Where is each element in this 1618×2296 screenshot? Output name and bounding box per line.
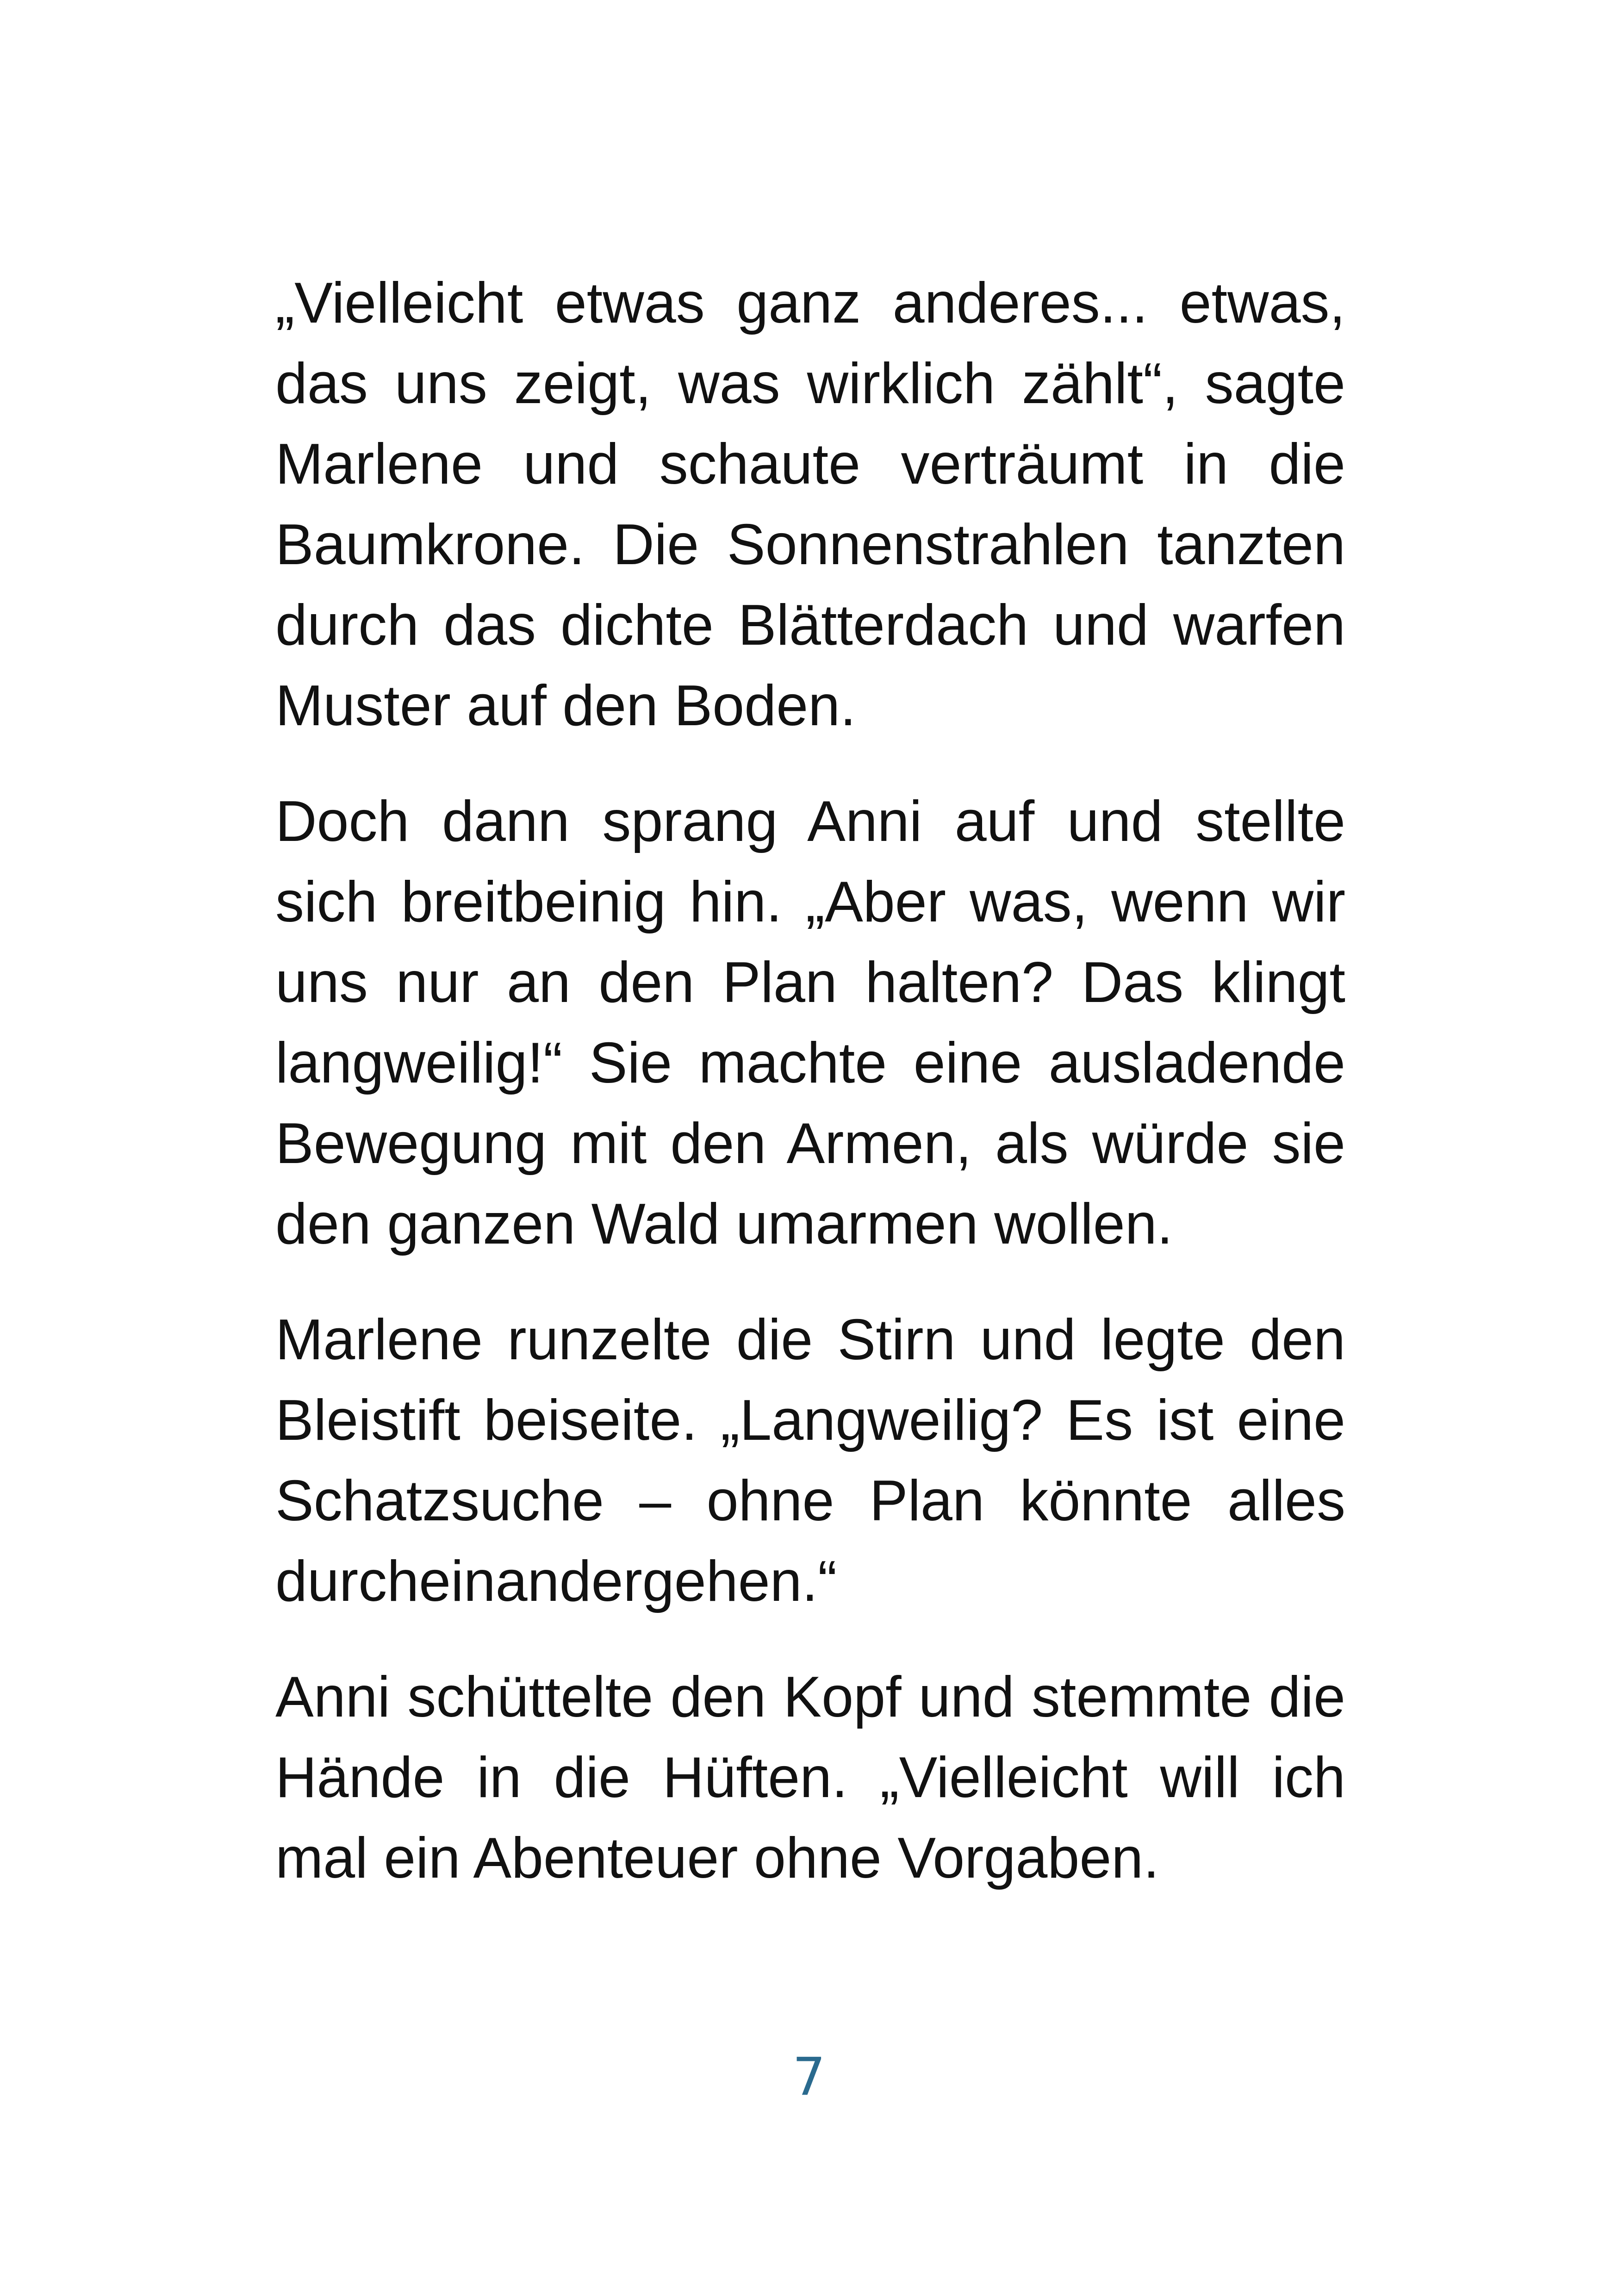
paragraph-4: Anni schüttelte den Kopf und stemmte die Hände in die Hüften. „Vielleicht will ich mal ein Abenteuer ohne Vorgaben. — [275, 1665, 1345, 1890]
body-text — [275, 263, 1345, 1934]
paragraph-2: Doch dann sprang Anni auf und stellte sich breitbeinig hin. „Aber was, wenn wir uns nur an den Plan halten? Das klingt langweilig!“ Sie machte eine ausladende Bewegung mit den Armen, als würde sie den ganzen Wald umarmen wollen. — [275, 790, 1345, 1256]
paragraph-1: „Vielleicht etwas ganz anderes... etwas, das uns zeigt, was wirklich zählt“, sagte Marlene und schaute verträumt in die Baumkrone. Die Sonnenstrahlen tanzten durch das dichte Blätterdach und warfen Muster auf den Boden. — [275, 271, 1345, 738]
page-number: 7 — [792, 2047, 826, 2107]
paragraph-3: Marlene runzelte die Stirn und legte den Bleistift beiseite. „Langweilig? Es ist eine Schatzsuche – ohne Plan könnte alles durcheinandergehen.“ — [275, 1308, 1345, 1613]
